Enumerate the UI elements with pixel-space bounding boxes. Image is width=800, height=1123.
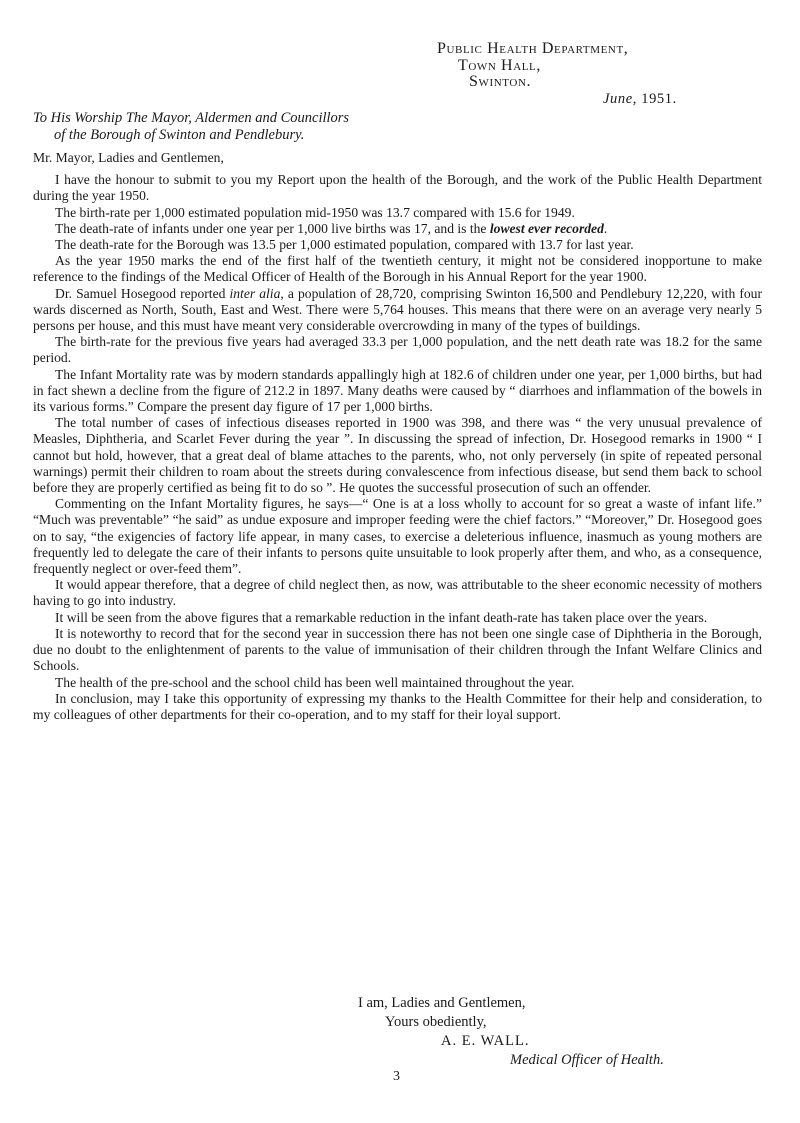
paragraph-6: Dr. Samuel Hosegood reported inter alia, a population of 28,720, comprising Swinton 16,500 and Pendlebury 12,220, with four wards discerned as North, South, East and West. There were 5,764 houses. This means that there were on an average very nearly 5 persons per house, and this must have meant very considerable overcrowding in many of the types of buildings.	[33, 285, 762, 334]
report-date	[603, 91, 677, 108]
paragraph-4: The death-rate for the Borough was 13.5 per 1,000 estimated population, compared with 13.7 for last year.	[55, 237, 634, 253]
address-department: Public Health Department,	[437, 40, 629, 57]
paragraph-12: It will be seen from the above figures that a remarkable reduction in the infant death-rate has taken place over the years.	[55, 609, 708, 625]
paragraph-10: Commenting on the Infant Mortality figures, he says—“ One is at a loss wholly to account for so great a waste of infant life.” “Much was preventable” “he said” as undue exposure and improper feeding were the chief factors.” “Moreover,” Dr. Hosegood goes on to say, “the exigencies of factory life appear, in many cases, to exercise a deleterious influence, inasmuch as young mothers are frequently led to delegate the care of their infants to persons quite unsuitable to look properly after them, and who, as a consequence, frequently neglect or over-feed them”.	[33, 496, 762, 577]
paragraph-5: As the year 1950 marks the end of the first half of the twentieth century, it might not be considered inopportune to make reference to the findings of the Medical Officer of Health of the Borough in his Annual Report for the year 1900.	[33, 253, 762, 285]
paragraph-9: The total number of cases of infectious diseases reported in 1900 was 398, and there was “ the very unusual prevalence of Measles, Diphtheria, and Scarlet Fever during the year ”. In discussing the spread of infection, Dr. Hosegood remarks in 1900 “ I cannot but hold, however, that a great deal of blame attaches to the parents, who, not only perversely (in spite of repeated personal warnings) permit their children to roam about the streets during convalescence from infectious disease, but send them back to school before they are properly certified as being fit to do so ”. He quotes the successful prosecution of such an offender.	[33, 415, 762, 496]
address-town-hall: Town Hall,	[458, 56, 541, 74]
paragraph-7: The birth-rate for the previous five years had averaged 33.3 per 1,000 population, and the nett death rate was 18.2 for the same period.	[33, 334, 762, 366]
letter-body	[33, 150, 762, 723]
paragraph-14: The health of the pre-school and the school child has been well maintained throughout the year.	[55, 674, 575, 690]
address-town: Swinton.	[469, 73, 532, 90]
closing-line-2: Yours obediently,	[385, 1014, 487, 1030]
paragraph-3: The death-rate of infants under one year per 1,000 live births was 17, and is the lowest ever recorded.	[55, 220, 608, 236]
addressee-line-1: To His Worship The Mayor, Aldermen and Councillors	[33, 110, 350, 126]
page-number: 3	[393, 1069, 400, 1084]
addressee	[33, 110, 349, 144]
greeting: Mr. Mayor, Ladies and Gentlemen,	[33, 150, 224, 165]
signature-name: A. E. WALL.	[441, 1033, 530, 1049]
addressee-line-2: of the Borough of Swinton and Pendlebury.	[54, 127, 305, 143]
date-month: June,	[603, 90, 637, 107]
closing-line-1: I am, Ladies and Gentlemen,	[358, 995, 526, 1011]
date-year: 1951.	[641, 90, 677, 107]
paragraph-8: The Infant Mortality rate was by modern standards appallingly high at 182.6 of children under one year, per 1,000 births, but had in fact shewn a decline from the figure of 212.2 in 1897. Many deaths were caused by “ diarrhoes and inflammation of the bowels in its various forms.” Compare the present day figure of 17 per 1,000 births.	[33, 366, 762, 415]
paragraph-15: In conclusion, may I take this opportunity of expressing my thanks to the Health Committee for their help and consideration, to my colleagues of other departments for their co-operation, and to my staff for their loyal support.	[33, 690, 762, 722]
paragraph-13: It is noteworthy to record that for the second year in succession there has not been one single case of Diphtheria in the Borough, due no doubt to the enlightenment of parents to the value of immunisation of their children through the Infant Welfare Clinics and Schools.	[33, 625, 762, 674]
paragraph-2: The birth-rate per 1,000 estimated population mid-1950 was 13.7 compared with 15.6 for 1949.	[55, 204, 575, 220]
paragraph-11: It would appear therefore, that a degree of child neglect then, as now, was attributable to the sheer economic necessity of mothers having to go into industry.	[33, 577, 762, 609]
paragraph-1: I have the honour to submit to you my Report upon the health of the Borough, and the work of the Public Health Department during the year 1950.	[33, 172, 762, 204]
signature-title: Medical Officer of Health.	[510, 1052, 664, 1068]
sender-address	[437, 41, 677, 107]
